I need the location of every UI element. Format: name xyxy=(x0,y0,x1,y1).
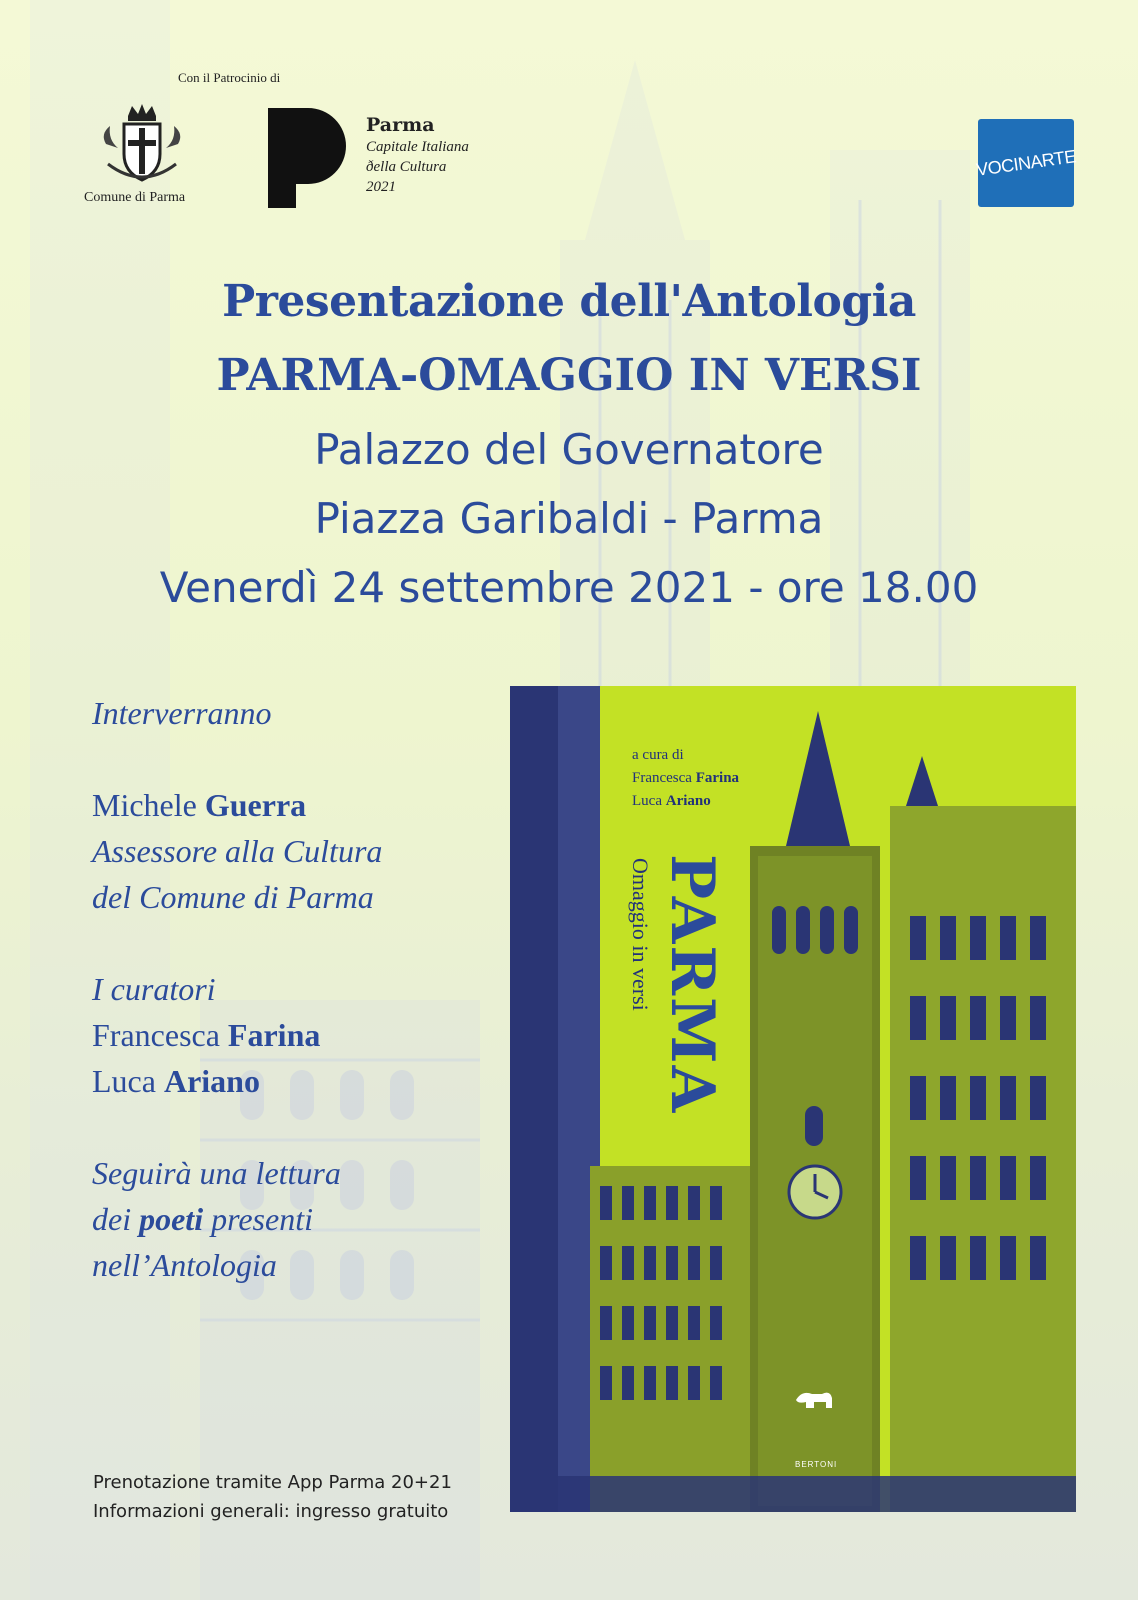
closing-line-3: nell’Antologia xyxy=(92,1247,277,1283)
comune-label: Comune di Parma xyxy=(84,190,186,205)
guest-role-1: Assessore alla Cultura xyxy=(92,833,383,869)
event-datetime: Venerdì 24 settembre 2021 - ore 18.00 xyxy=(159,563,979,612)
capitale-line-1: Capitale Italiana xyxy=(366,139,469,155)
capitale-line-3: 2021 xyxy=(366,179,396,195)
publisher-label: BERTONI xyxy=(795,1460,838,1469)
event-title: Presentazione dell'Antologia xyxy=(222,276,916,327)
book-cover-image xyxy=(510,686,1076,1512)
footer-info xyxy=(93,1468,452,1526)
anthology-name: PARMA-OMAGGIO IN VERSI xyxy=(216,350,922,401)
cover-tower-illustration xyxy=(510,686,1076,1512)
cover-curator-2: Luca Ariano xyxy=(632,793,711,809)
capitale-line-2: ðella Cultura xyxy=(366,159,447,175)
booking-info: Prenotazione tramite App Parma 20+21 xyxy=(93,1472,452,1493)
cover-curators xyxy=(632,744,739,813)
closing-line-1: Seguirà una lettura xyxy=(92,1155,341,1191)
guest-role-2: del Comune di Parma xyxy=(92,879,374,915)
curator-2-name: Luca Ariano xyxy=(92,1063,260,1099)
cover-curator-1: Francesca Farina xyxy=(632,770,740,786)
capitale-title: Parma xyxy=(366,114,435,136)
vocinarte-logo xyxy=(974,119,1077,207)
cover-subtitle: Omaggio in versi xyxy=(628,858,653,1011)
speakers-intro: Interverranno xyxy=(92,695,272,731)
curator-1-name: Francesca Farina xyxy=(92,1017,321,1053)
cover-curated-by: a cura di xyxy=(632,747,684,763)
patronage-label: Con il Patrocinio di xyxy=(178,70,281,85)
vocinarte-logo-text: VOCINARTE xyxy=(974,145,1077,180)
guest-name: Michele Guerra xyxy=(92,787,307,823)
speakers-block xyxy=(92,690,492,1288)
curators-label: I curatori xyxy=(92,971,216,1007)
address: Piazza Garibaldi - Parma xyxy=(314,494,824,543)
venue: Palazzo del Governatore xyxy=(314,425,824,474)
closing-line-2: dei poeti presenti xyxy=(92,1201,313,1237)
parma-capitale-text xyxy=(366,113,469,197)
comune-di-parma-crest-icon xyxy=(98,104,186,184)
cover-title: PARMA xyxy=(657,854,727,1115)
parma-capitale-p-logo-icon xyxy=(268,108,346,208)
general-info: Informazioni generali: ingresso gratuito xyxy=(93,1501,449,1522)
